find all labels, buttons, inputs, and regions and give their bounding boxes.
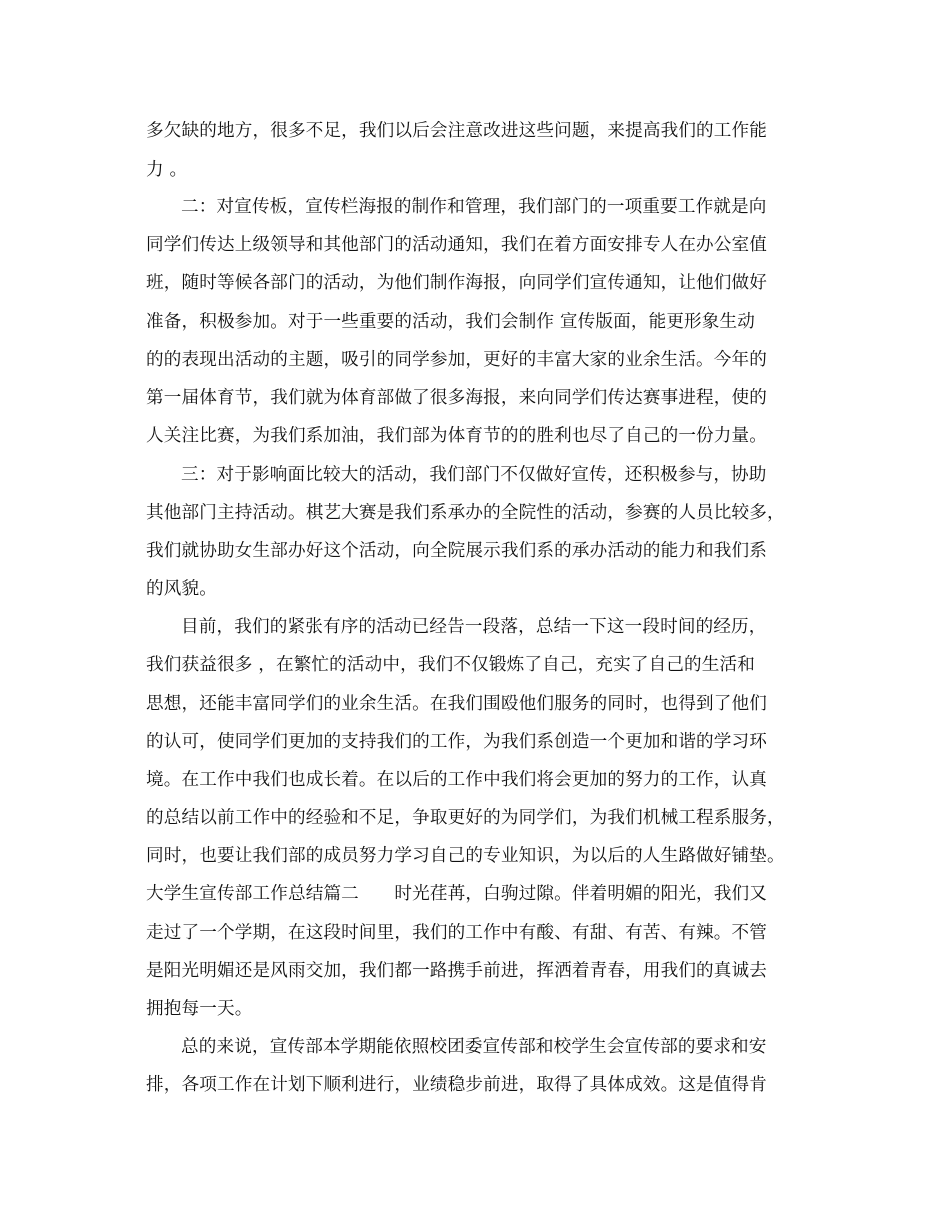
text-line: 思想，还能丰富同学们的业余生活。在我们围殴他们服务的同时，也得到了他们 [146,694,768,714]
text-line: 我们就协助女生部办好这个活动，向全院展示我们系的承办活动的能力和我们系 [146,541,768,561]
text-line: 同学们传达上级领导和其他部门的活动通知，我们在着方面安排专人在办公室值 [146,235,768,255]
text-line: 拥抱每一天。 [146,999,253,1019]
text-line: 我们获益很多 ，在繁忙的活动中，我们不仅锻炼了自己，充实了自己的生活和 [146,655,756,675]
text-line: 的认可，使同学们更加的支持我们的工作，为我们系创造一个更加和谐的学习环 [146,732,768,752]
text-line: 三：对于影响面比较大的活动，我们部门不仅做好宣传，还积极参与，协助 [181,465,767,485]
text-line: 多欠缺的地方，很多不足，我们以后会注意改进这些问题，来提高我们的工作能 [146,121,768,141]
text-line: 的总结以前工作中的经验和不足，争取更好的为同学们，为我们机械工程系服务， [146,808,785,828]
text-line: 的风貌。 [146,579,217,599]
text-line: 排，各项工作在计划下顺利进行，业绩稳步前进，取得了具体成效。这是值得肯 [146,1075,768,1095]
text-line: 第一届体育节，我们就为体育部做了很多海报，来向同学们传达赛事进程，使的 [146,388,768,408]
text-line: 目前，我们的紧张有序的活动已经告一段落，总结一下这一段时间的经历， [181,617,767,637]
text-line: 同时，也要让我们部的成员努力学习自己的专业知识，为以后的人生路做好铺垫。 [146,846,785,866]
text-line: 力 。 [146,160,188,180]
text-line: 二：对宣传板，宣传栏海报的制作和管理，我们部门的一项重要工作就是向 [181,197,767,217]
text-line: 准备，积极参加。对于一些重要的活动，我们会制作 宣传版面，能更形象生动 [146,312,756,332]
text-line: 其他部门主持活动。棋艺大赛是我们系承办的全院性的活动，参赛的人员比较多， [146,503,785,523]
text-line: 人关注比赛，为我们系加油，我们部为体育节的的胜利也尽了自己的一份力量。 [146,426,768,446]
text-line: 境。在工作中我们也成长着。在以后的工作中我们将会更加的努力的工作，认真 [146,770,768,790]
text-line: 是阳光明媚还是风雨交加，我们都一路携手前进，挥洒着青春，用我们的真诚去 [146,961,768,981]
text-line: 走过了一个学期，在这段时间里，我们的工作中有酸、有甜、有苦、有辣。不管 [146,923,768,943]
text-line: 大学生宣传部工作总结篇二 时光荏苒，白驹过隙。伴着明媚的阳光，我们又 [146,884,768,904]
text-line: 的的表现出活动的主题，吸引的同学参加，更好的丰富大家的业余生活。今年的 [146,350,768,370]
text-line: 总的来说，宣传部本学期能依照校团委宣传部和校学生会宣传部的要求和安 [181,1037,767,1057]
text-line: 班，随时等候各部门的活动，为他们制作海报，向同学们宣传通知，让他们做好 [146,273,768,293]
